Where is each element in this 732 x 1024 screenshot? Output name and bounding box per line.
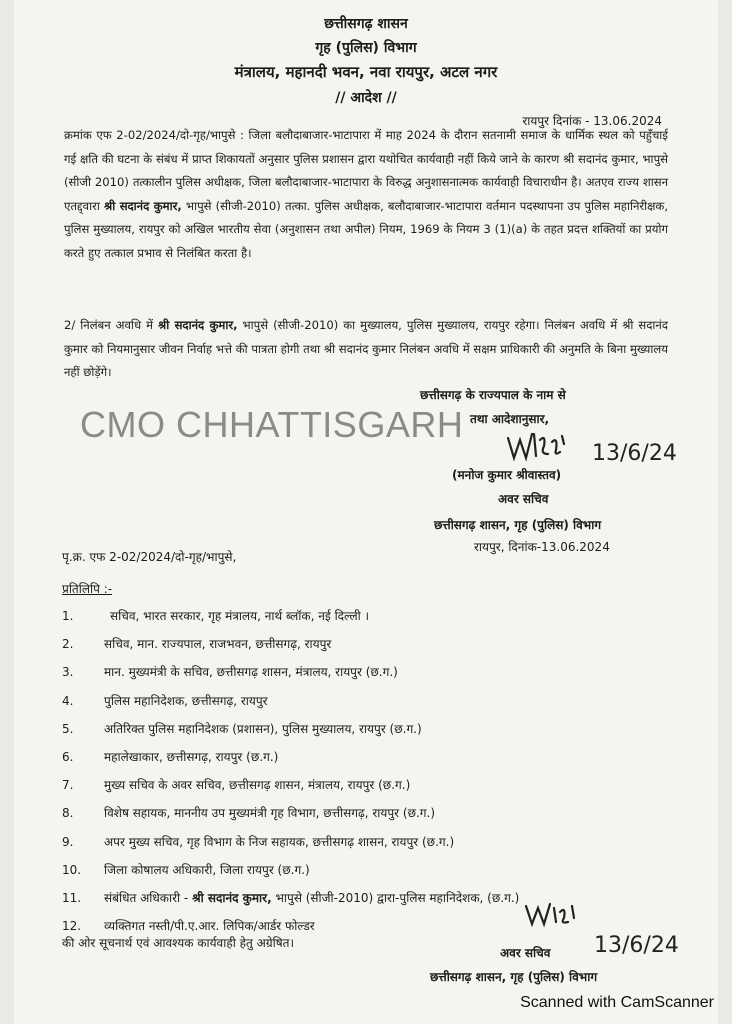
- para2-rest: भापुसे (सीजी-2010) का मुख्यालय, पुलिस मुख्यालय, रायपुर रहेगा। निलंबन अवधि में श्री सदानंद कुमार को नियमानुसार जीवन निर्वाह भत्ते की पात्रता होगी तथा श्री सदानंद कुमार निलंबन अवधि में सक्षम प्राधिकारी की अनुमति के बिना मुख्यालय नहीं छोड़ेंगे।: [64, 318, 668, 379]
- list-item: 9. अपर मुख्य सचिव, गृह विभाग के निज सहायक, छत्तीसगढ़ शासन, रायपुर (छ.ग.): [62, 834, 455, 849]
- bottom-department: छत्तीसगढ़ शासन, गृह (पुलिस) विभाग: [430, 970, 598, 984]
- authority-line-2: तथा आदेशानुसार,: [470, 412, 550, 426]
- closing-line: की ओर सूचनार्थ एवं आवश्यक कार्यवाही हेतु अग्रेषित।: [62, 936, 295, 950]
- list-item: 5. अतिरिक्त पुलिस महानिदेशक (प्रशासन), पुलिस मुख्यालय, रायपुर (छ.ग.): [62, 721, 422, 736]
- list-item: 2. सचिव, मान. राज्यपाल, राजभवन, छत्तीसगढ़, रायपुर: [62, 637, 332, 652]
- officer-name: श्री सदानंद कुमार,: [103, 198, 182, 213]
- ministry-address: मंत्रालय, महानदी भवन, नवा रायपुर, अटल नगर: [234, 63, 498, 81]
- copy-list: [62, 602, 702, 940]
- handwritten-signature: [500, 424, 700, 470]
- list-item: 6. महालेखाकार, छत्तीसगढ़, रायपुर (छ.ग.): [62, 749, 279, 764]
- signature-place-date: रायपुर, दिनांक-13.06.2024: [474, 540, 610, 554]
- authority-line-1: छत्तीसगढ़ के राज्यपाल के नाम से: [420, 388, 566, 402]
- department-title: गृह (पुलिस) विभाग: [315, 40, 417, 56]
- order-heading: // आदेश //: [335, 90, 397, 106]
- list-item: 10. जिला कोषालय अधिकारी, जिला रायपुर (छ.ग.): [62, 862, 310, 877]
- para1-rest: भापुसे (सीजी-2010) तत्का. पुलिस अधीक्षक, बलौदाबाजार-भाटापारा वर्तमान पदस्थापना उप पुलिस महानिरीक्षक, पुलिस मुख्यालय, रायपुर को अखिल भारतीय सेवा (अनुशासन तथा अपील) नियम, 1969 के नियम 3 (1)(a) के तहत प्रदत्त शक्तियों का प्रयोग करते हुए तत्काल प्रभाव से निलंबित करता है।: [64, 198, 669, 260]
- signatory-department: छत्तीसगढ़ शासन, गृह (पुलिस) विभाग: [434, 518, 602, 532]
- scanner-watermark: Scanned with CamScanner: [520, 994, 714, 1011]
- para2-text: 2/ निलंबन अवधि में: [64, 318, 154, 332]
- list-item: 8. विशेष सहायक, माननीय उप मुख्यमंत्री गृह विभाग, छत्तीसगढ़, रायपुर (छ.ग.): [62, 806, 436, 821]
- list-item: 3. मान. मुख्यमंत्री के सचिव, छत्तीसगढ़ शासन, मंत्रालय, रायपुर (छ.ग.): [62, 665, 398, 680]
- signatory-designation: अवर सचिव: [498, 492, 549, 506]
- endorsement-reference: पृ.क्र. एफ 2-02/2024/दो-गृह/भापुसे,: [62, 550, 237, 564]
- order-date: रायपुर दिनांक - 13.06.2024: [522, 114, 662, 128]
- list-item: 1. सचिव, भारत सरकार, गृह मंत्रालय, नार्थ ब्लॉक, नई दिल्ली ।: [62, 609, 370, 623]
- list-item: 11. संबंधित अधिकारी - श्री सदानंद कुमार, भापुसे (सीजी-2010) द्वारा-पुलिस महानिदेशक, (छ.ग.): [62, 890, 520, 905]
- govt-title: छत्तीसगढ़ शासन: [324, 16, 408, 32]
- order-paragraph-1: [64, 124, 668, 265]
- copy-label: प्रतिलिपि :-: [62, 582, 113, 596]
- bottom-designation: अवर सचिव: [500, 946, 551, 960]
- list-item: 4. पुलिस महानिदेशक, छत्तीसगढ़, रायपुर: [62, 693, 268, 708]
- watermark: CMO CHHATTISGARH: [80, 404, 464, 445]
- para1-text: क्रमांक एफ 2-02/2024/दो-गृह/भापुसे : जिला बलौदाबाजार-भाटापारा में माह 2024 के दौरान सतनामी समाज के धार्मिक स्थल को पहुँचाई गई क्षति की घटना के संबंध में प्राप्त शिकायतों अनुसार पुलिस प्रशासन द्वारा यथोचित कार्यवाही नहीं किये जाने के कारण श्री सदानंद कुमार, भापुसे (सीजी 2010) तत्कालीन पुलिस अधीक्षक, जिला बलौदाबाजार-भाटापारा के विरुद्ध अनुशासनात्मक कार्यवाही विचाराधीन है। अतएव राज्य शासन एतद्द्वारा: [64, 128, 668, 213]
- list-item: 7. मुख्य सचिव के अवर सचिव, छत्तीसगढ़ शासन, मंत्रालय, रायपुर (छ.ग.): [62, 778, 411, 793]
- signature-date: 13/6/24: [594, 933, 679, 958]
- signature-date: 13/6/24: [592, 441, 677, 466]
- list-item: 12. व्यक्तिगत नस्ती/पी.ए.आर. लिपिक/आर्डर फोल्डर: [62, 919, 315, 934]
- order-paragraph-2: [64, 314, 668, 385]
- officer-name: श्री सदानंद कुमार,: [158, 318, 238, 332]
- signatory-name: (मनोज कुमार श्रीवास्तव): [452, 468, 562, 482]
